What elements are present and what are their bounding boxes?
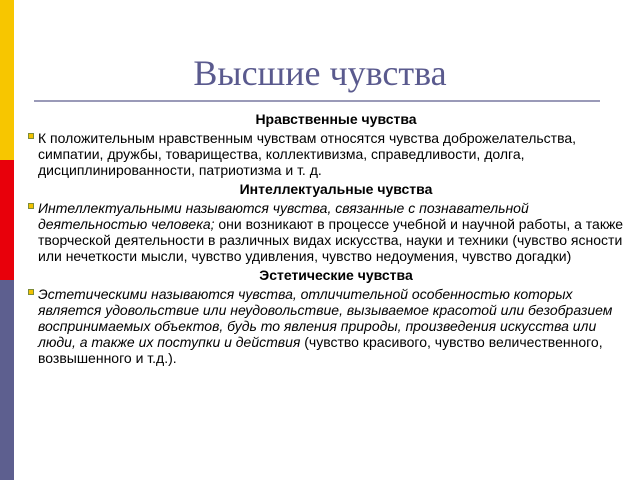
paragraph-text: (чувство красивого, чувство величественного, возвышенного и т.д.). bbox=[38, 334, 603, 366]
paragraph-aesthetic-feelings bbox=[38, 286, 634, 366]
heading-moral-feelings: Нравственные чувства bbox=[255, 111, 417, 127]
decorative-stripe-red bbox=[0, 160, 14, 280]
decorative-stripe-navy bbox=[0, 280, 14, 480]
bullet-square-icon bbox=[28, 203, 34, 209]
slide-title: Высшие чувства bbox=[193, 53, 447, 93]
paragraph-text-italic: Эстетическими называются чувства, отличительной особенностью которых является удовольствие или неудовольствие, вызываемое красотой или безобразием воспринимаемых объектов, будь то явления природы, произведения искусства или люди, а также их поступки и действия bbox=[38, 286, 613, 350]
slide-content bbox=[38, 111, 634, 369]
paragraph-intellectual-feelings bbox=[38, 200, 634, 264]
paragraph-moral-feelings bbox=[38, 130, 634, 178]
heading-aesthetic-feelings: Эстетические чувства bbox=[259, 267, 413, 283]
paragraph-text: К положительным нравственным чувствам относятся чувства доброжелательства, симпатии, дружбы, товарищества, коллективизма, справедливости, долга, дисциплинированности, патриотизма и т. д. bbox=[38, 130, 577, 178]
paragraph-text: они возникают в процессе учебной и научной работы, а также творческой деятельности в различных видах искусства, науки и техники (чувство ясности или нечеткости мысли, чувство удивления, чувство недоумения, чувство догадки) bbox=[38, 216, 624, 264]
heading-intellectual-feelings: Интеллектуальные чувства bbox=[239, 181, 433, 197]
bullet-square-icon bbox=[28, 289, 34, 295]
title-divider bbox=[34, 100, 600, 102]
bullet-square-icon bbox=[28, 133, 34, 139]
paragraph-text-italic: Интеллектуальными называются чувства, связанные с познавательной деятельностью человека; bbox=[38, 200, 529, 232]
